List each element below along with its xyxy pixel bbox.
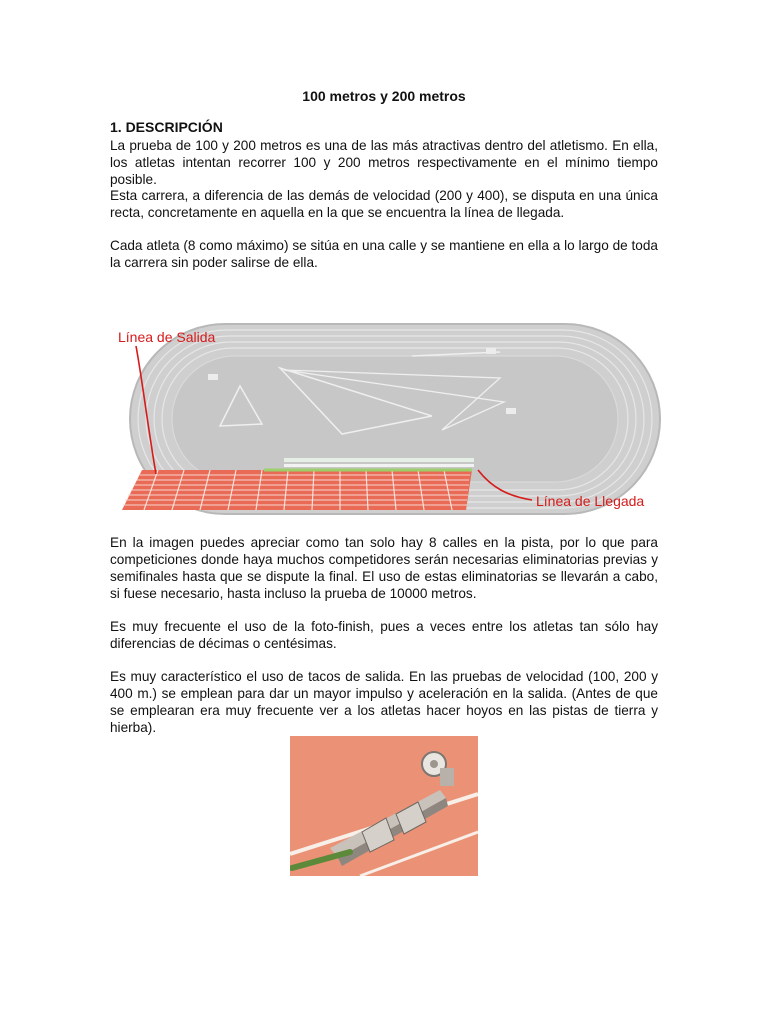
paragraph-lanes: Cada atleta (8 como máximo) se sitúa en una calle y se mantiene en ella a lo largo de toda la carrera sin poder salirse de ella. <box>110 238 658 270</box>
paragraph-straight-race: Esta carrera, a diferencia de las demás de velocidad (200 y 400), se disputa en una única recta, concretamente en aquella en la que se encuentra la línea de llegada. <box>110 188 658 220</box>
paragraph-photo-finish: Es muy frecuente el uso de la foto-finish, pues a veces entre los atletas tan sólo hay diferencias de décimas o centésimas. <box>110 619 658 651</box>
finish-line-label: Línea de Llegada <box>536 493 645 509</box>
start-line-label: Línea de Salida <box>118 329 216 345</box>
starting-blocks-photo <box>290 736 478 876</box>
paragraph-starting-blocks: Es muy característico el uso de tacos de salida. En las pruebas de velocidad (100, 200 y 400 m.) se emplean para dar un mayor impulso y aceleración en la salida. (Antes de que se emplearan era muy frecuente ver a los atletas hacer hoyos en las pistas de tierra y hierba). <box>110 669 658 735</box>
document-title: 100 metros y 200 metros <box>302 88 466 104</box>
paragraph-heats: En la imagen puedes apreciar como tan solo hay 8 calles en la pista, por lo que para competiciones donde haya muchos competidores serán necesarias eliminatorias previas y semifinales hasta que se dispute la final. El uso de estas eliminatorias se llevarán a cabo, si fuese necesario, hasta incluso la prueba de 10000 metros. <box>110 535 658 601</box>
track-illustration <box>112 318 662 518</box>
section-heading: 1. DESCRIPCIÓN <box>110 119 223 135</box>
paragraph-intro: La prueba de 100 y 200 metros es una de las más atractivas dentro del atletismo. En ella, los atletas intentan recorrer 100 y 200 metros respectivamente en el mínimo tiempo posible. <box>110 138 658 187</box>
